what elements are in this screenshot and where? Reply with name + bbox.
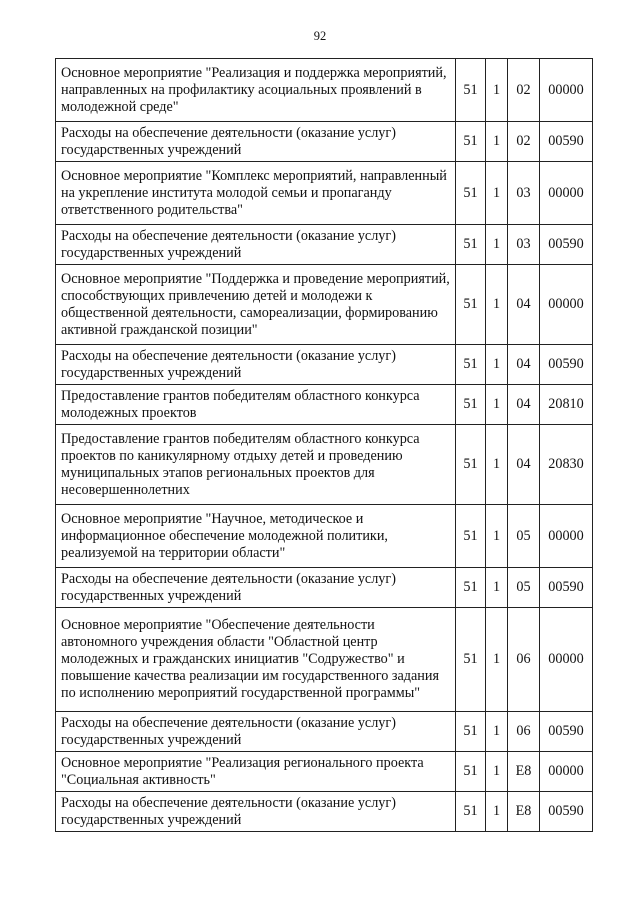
row-code-4-cell: 00590 <box>540 225 593 265</box>
table-row <box>56 425 593 505</box>
table-row <box>56 712 593 752</box>
table-row <box>56 59 593 122</box>
row-code-1-cell: 51 <box>456 752 486 792</box>
row-code-4-cell: 20830 <box>540 425 593 505</box>
table-row <box>56 225 593 265</box>
row-name-cell: Расходы на обеспечение деятельности (оказание услуг) государственных учреждений <box>56 568 456 608</box>
row-code-4-cell: 00000 <box>540 59 593 122</box>
table-row <box>56 505 593 568</box>
row-code-2-cell: 1 <box>486 792 508 832</box>
row-code-1-cell: 51 <box>456 225 486 265</box>
row-name-cell: Расходы на обеспечение деятельности (оказание услуг) государственных учреждений <box>56 122 456 162</box>
row-code-3-cell: 03 <box>508 162 540 225</box>
row-code-3-cell: 06 <box>508 712 540 752</box>
table-row <box>56 122 593 162</box>
row-code-2-cell: 1 <box>486 425 508 505</box>
table-row <box>56 568 593 608</box>
row-code-4-cell: 00000 <box>540 505 593 568</box>
row-code-4-cell: 20810 <box>540 385 593 425</box>
row-name-cell: Расходы на обеспечение деятельности (оказание услуг) государственных учреждений <box>56 225 456 265</box>
row-code-2-cell: 1 <box>486 385 508 425</box>
row-code-3-cell: 05 <box>508 568 540 608</box>
row-code-4-cell: 00590 <box>540 792 593 832</box>
row-code-3-cell: Е8 <box>508 752 540 792</box>
row-name-cell: Расходы на обеспечение деятельности (оказание услуг) государственных учреждений <box>56 792 456 832</box>
row-code-4-cell: 00590 <box>540 345 593 385</box>
row-code-3-cell: Е8 <box>508 792 540 832</box>
row-code-4-cell: 00590 <box>540 568 593 608</box>
row-code-4-cell: 00000 <box>540 162 593 225</box>
row-name-cell: Расходы на обеспечение деятельности (оказание услуг) государственных учреждений <box>56 345 456 385</box>
row-code-3-cell: 04 <box>508 345 540 385</box>
table-row <box>56 385 593 425</box>
row-name-cell: Основное мероприятие "Реализация регионального проекта "Социальная активность" <box>56 752 456 792</box>
row-code-1-cell: 51 <box>456 59 486 122</box>
row-code-1-cell: 51 <box>456 792 486 832</box>
table-row <box>56 792 593 832</box>
row-code-1-cell: 51 <box>456 265 486 345</box>
row-name-cell: Основное мероприятие "Обеспечение деятельности автономного учреждения области "Областной центр молодежных и гражданских инициатив "Содружество" и повышение качества реализации им государственного задания по исполнению мероприятий государственной программы" <box>56 608 456 712</box>
row-code-4-cell: 00590 <box>540 712 593 752</box>
row-code-1-cell: 51 <box>456 385 486 425</box>
row-code-3-cell: 06 <box>508 608 540 712</box>
table-row <box>56 752 593 792</box>
row-code-1-cell: 51 <box>456 345 486 385</box>
row-code-2-cell: 1 <box>486 59 508 122</box>
table-row <box>56 162 593 225</box>
row-code-2-cell: 1 <box>486 225 508 265</box>
row-code-3-cell: 04 <box>508 385 540 425</box>
row-code-3-cell: 02 <box>508 122 540 162</box>
row-code-2-cell: 1 <box>486 752 508 792</box>
row-code-1-cell: 51 <box>456 568 486 608</box>
table-row <box>56 345 593 385</box>
row-name-cell: Основное мероприятие "Реализация и поддержка мероприятий, направленных на профилактику асоциальных проявлений в молодежной среде" <box>56 59 456 122</box>
row-code-1-cell: 51 <box>456 162 486 225</box>
row-code-3-cell: 04 <box>508 425 540 505</box>
row-name-cell: Основное мероприятие "Научное, методическое и информационное обеспечение молодежной политики, реализуемой на территории области" <box>56 505 456 568</box>
row-code-2-cell: 1 <box>486 608 508 712</box>
row-code-3-cell: 03 <box>508 225 540 265</box>
row-code-4-cell: 00590 <box>540 122 593 162</box>
row-code-1-cell: 51 <box>456 425 486 505</box>
row-code-1-cell: 51 <box>456 122 486 162</box>
row-name-cell: Основное мероприятие "Поддержка и проведение мероприятий, способствующих привлечению детей и молодежи к общественной деятельности, самореализации, формированию активной гражданской позиции" <box>56 265 456 345</box>
page-number: 92 <box>313 29 327 43</box>
row-code-3-cell: 02 <box>508 59 540 122</box>
row-code-4-cell: 00000 <box>540 752 593 792</box>
row-code-1-cell: 51 <box>456 505 486 568</box>
row-name-cell: Предоставление грантов победителям областного конкурса проектов по каникулярному отдыху детей и проведению муниципальных этапов региональных проектов для несовершеннолетних <box>56 425 456 505</box>
table-row <box>56 608 593 712</box>
row-name-cell: Предоставление грантов победителям областного конкурса молодежных проектов <box>56 385 456 425</box>
row-name-cell: Основное мероприятие "Комплекс мероприятий, направленный на укрепление института молодой семьи и пропаганду ответственного родительства" <box>56 162 456 225</box>
row-code-1-cell: 51 <box>456 608 486 712</box>
row-name-cell: Расходы на обеспечение деятельности (оказание услуг) государственных учреждений <box>56 712 456 752</box>
row-code-4-cell: 00000 <box>540 265 593 345</box>
row-code-2-cell: 1 <box>486 265 508 345</box>
row-code-3-cell: 05 <box>508 505 540 568</box>
row-code-2-cell: 1 <box>486 712 508 752</box>
row-code-2-cell: 1 <box>486 505 508 568</box>
row-code-4-cell: 00000 <box>540 608 593 712</box>
budget-table <box>55 58 593 832</box>
row-code-2-cell: 1 <box>486 162 508 225</box>
row-code-1-cell: 51 <box>456 712 486 752</box>
row-code-3-cell: 04 <box>508 265 540 345</box>
table-row <box>56 265 593 345</box>
row-code-2-cell: 1 <box>486 568 508 608</box>
row-code-2-cell: 1 <box>486 345 508 385</box>
row-code-2-cell: 1 <box>486 122 508 162</box>
